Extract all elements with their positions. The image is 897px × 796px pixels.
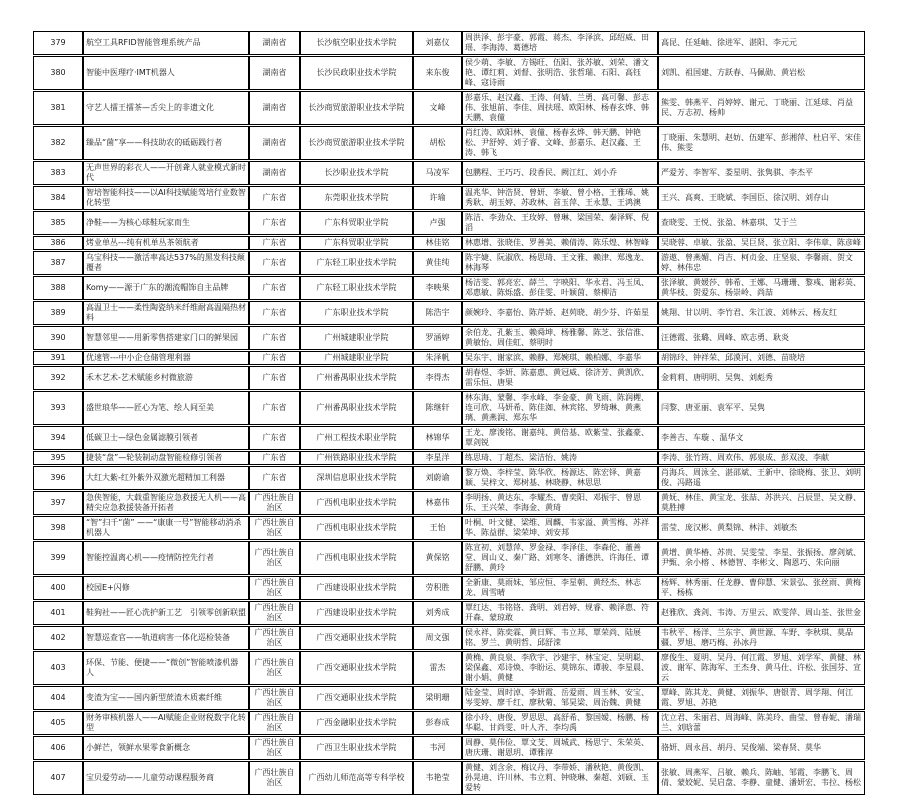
cell-name: 宝贝爱劳动——儿童劳动课程服务商 <box>83 761 249 795</box>
cell-no: 395 <box>33 451 83 465</box>
cell-name: 净鞋——为核心球鞋玩家而生 <box>83 211 249 235</box>
cell-leader: 许瑜 <box>413 186 462 210</box>
cell-leader: 来东俊 <box>413 56 462 90</box>
cell-province: 湖南省 <box>249 31 300 55</box>
cell-school: 广州工程技术职业学院 <box>300 426 413 450</box>
cell-school: 广西建设职业技术学院 <box>300 601 413 625</box>
cell-province: 广东省 <box>249 236 300 250</box>
cell-members: 林东海、蒙馨、李永峰、李金豪、黄飞雨、陈润榸、连可欣、马妍希、陈佳洳、林宾铭、罗绮琳、黄燕璃、黄燕润、郑东华 <box>462 391 658 425</box>
cell-province: 湖南省 <box>249 56 300 90</box>
cell-name: 航空工具RFID智能管理系统产品 <box>83 31 249 55</box>
table-row <box>33 301 865 325</box>
cell-members: 王龙、廖浚铭、谢嘉纯、黄倍基、欧紫莹、张鑫豪、覃剑锐 <box>462 426 658 450</box>
cell-school: 广州城建职业学院 <box>300 351 413 365</box>
cell-no: 388 <box>33 276 83 300</box>
cell-school: 长沙职业技术学院 <box>300 161 413 185</box>
cell-members: 陈洁、李劲众、王玫婷、曾琳、梁国荣、秦泽辉、倪滔 <box>462 211 658 235</box>
cell-school: 广东职业技术学院 <box>300 301 413 325</box>
cell-members: 黎万焕、李梓莹、陈华欣、杨源达、陈宏铎、黄嘉颖、吴梓文、郑树基、林晓静、林思思 <box>462 466 658 490</box>
cell-school: 东莞职业技术学院 <box>300 186 413 210</box>
cell-no: 379 <box>33 31 83 55</box>
cell-no: 381 <box>33 91 83 125</box>
cell-leader: 李映果 <box>413 276 462 300</box>
cell-school: 长沙商贸旅游职业技术学院 <box>300 126 413 160</box>
cell-province: 广东省 <box>249 451 300 465</box>
cell-members: 全新康、莫雨妹、邹应恒、李星朝、黄经杰、林志龙、周雪晴 <box>462 576 658 600</box>
table-row <box>33 736 865 760</box>
cell-members: 吴东宇、谢家滨、赖静、郑婉琪、赖柏娜、李嘉华 <box>462 351 658 365</box>
table-row <box>33 391 865 425</box>
cell-advisors: 骆妍、周永昌、胡丹、吴俊端、梁春贤、莫华 <box>658 736 865 760</box>
cell-advisors: 游遨、曾燕媚、肖吉、柯贞金、庄坚泉、李馨雨、贺文婷、林伟忠 <box>658 251 865 275</box>
cell-leader: 胡松 <box>413 126 462 160</box>
cell-name: 智慧巡查官——轨道病害一体化巡检装备 <box>83 626 249 650</box>
table-row <box>33 236 865 250</box>
table-row <box>33 56 865 90</box>
cell-members: 周静、莫伟俭、覃文芠、周城武、杨思宁、朱荣英、唐庆珊、谢恩玥、谭雅淳 <box>462 736 658 760</box>
cell-advisors: 姚翔、甘以明、李竹君、朱江波、刘林云、杨友红 <box>658 301 865 325</box>
cell-leader: 罗涵婷 <box>413 326 462 350</box>
table-row <box>33 711 865 735</box>
cell-advisors: 韦秋平、杨洋、兰东宇、黄世源、车野、李秋琪、莫品疆、罗旭、磨巧梅、孙冰丹 <box>658 626 865 650</box>
cell-name: Komy——源于广东的潮流帽饰自主品牌 <box>83 276 249 300</box>
cell-members: 黄桷、黄良泉、李欣宇、沙建宇、林宝定、吴明聪、梁保鑫、邓诗焕、李盼运、莫锦东、谭骏、李星晨、谢小娟、黄健 <box>462 651 658 685</box>
cell-members: 黄健、刘含余、梅议丹、李带娇、潘秋艳、黄俊凯、孙晃迪、许川林、韦立莉、钟晓琳、秦超、刘硕、玉爱转 <box>462 761 658 795</box>
cell-school: 广东轻工职业技术学院 <box>300 276 413 300</box>
cell-leader: 林锦华 <box>413 426 462 450</box>
table-row <box>33 251 865 275</box>
cell-members: 侯永祥、陈奕霖、黄日辉、韦立邦、覃荣尚、陆展铭、罗兰、黄明哲、邱舒溁 <box>462 626 658 650</box>
table-row <box>33 351 865 365</box>
cell-no: 398 <box>33 516 83 540</box>
cell-no: 390 <box>33 326 83 350</box>
cell-no: 387 <box>33 251 83 275</box>
cell-advisors: 金莉莉、唐明明、吴隽、刘彪秀 <box>658 366 865 390</box>
cell-members: 练思琦、丁超杰、梁洁怡、姚涛 <box>462 451 658 465</box>
cell-province: 广东省 <box>249 186 300 210</box>
cell-school: 广西金融职业技术学院 <box>300 711 413 735</box>
cell-no: 407 <box>33 761 83 795</box>
cell-leader: 黄保铭 <box>413 541 462 575</box>
cell-name: 大红大紫-红外紫外双激光超精加工利器 <box>83 466 249 490</box>
cell-leader: 刘秀成 <box>413 601 462 625</box>
table-row <box>33 366 865 390</box>
cell-advisors: 沈立君、朱丽君、周海峰、陈美玲、曲莹、曾春妮、潘瑞兰、刘晗蕾 <box>658 711 865 735</box>
cell-school: 广西机电职业技术学院 <box>300 491 413 515</box>
table-row <box>33 161 865 185</box>
cell-no: 382 <box>33 126 83 160</box>
table-row <box>33 451 865 465</box>
cell-name: 捷装“盘”—轮装制动盘智能检修引领者 <box>83 451 249 465</box>
table-row <box>33 276 865 300</box>
cell-province: 广东省 <box>249 326 300 350</box>
cell-advisors: 王兴、高爽、王晓斌、李国臣、徐汉明、刘存山 <box>658 186 865 210</box>
cell-school: 深圳信息职业技术学院 <box>300 466 413 490</box>
cell-province: 广西壮族自治区 <box>249 626 300 650</box>
cell-members: 包鹏程、王巧巧、段香民、阙江红、刘小乔 <box>462 161 658 185</box>
cell-province: 广东省 <box>249 391 300 425</box>
cell-no: 400 <box>33 576 83 600</box>
cell-name: 环保、节能、便捷——“微创”智能喷漆机器人 <box>83 651 249 685</box>
cell-members: 温兆华、钟浩贤、曾妍、李敏、曾小格、王雅琋、姚秀耿、胡玉婷、苏政林、首玉萍、王永慧、王鸿澳 <box>462 186 658 210</box>
cell-no: 392 <box>33 366 83 390</box>
cell-school: 广西机电职业技术学院 <box>300 516 413 540</box>
cell-members: 林惠增、张晓佳、罗善美、赖倩涛、陈乐煌、林智峰 <box>462 236 658 250</box>
cell-advisors: 胡锦玲、钟祥荣、邱漠河、刘德、苗晓培 <box>658 351 865 365</box>
cell-no: 394 <box>33 426 83 450</box>
cell-leader: 林佳铭 <box>413 236 462 250</box>
cell-advisors: 黄妩、林佳、黄宝龙、张喆、苏洪兴、吕辰罡、吴文静、莫胜搏 <box>658 491 865 515</box>
cell-name: 优速管---中小企仓储管理利器 <box>83 351 249 365</box>
cell-province: 湖南省 <box>249 126 300 160</box>
cell-members: 胡春煜、李妍、陈嘉惠、黄冠威、徐济芳、黄凯欣、雷乐恒、唐果 <box>462 366 658 390</box>
cell-leader: 文峰 <box>413 91 462 125</box>
cell-school: 长沙民政职业技术学院 <box>300 56 413 90</box>
cell-province: 广西壮族自治区 <box>249 491 300 515</box>
cell-school: 广西卫生职业技术学院 <box>300 736 413 760</box>
cell-members: 覃红达、韦铭铬、龚明、刘君婷、规睿、赖泽惠、符开森、蒙琼敢 <box>462 601 658 625</box>
cell-leader: 李得杰 <box>413 366 462 390</box>
table-row <box>33 326 865 350</box>
cell-leader: 劳积胜 <box>413 576 462 600</box>
table-row <box>33 651 865 685</box>
cell-members: 余伯龙、孔紫玉、赖舜坤、杨雅馨、陈芝、张信淮、黄敏怡、周佳虹、蔡明时 <box>462 326 658 350</box>
table-row <box>33 426 865 450</box>
cell-leader: 刘蔚谕 <box>413 466 462 490</box>
cell-name: 小鲜芒，领鲜水果零食新概念 <box>83 736 249 760</box>
cell-school: 广西机电职业技术学院 <box>300 541 413 575</box>
cell-leader: 黄佳纯 <box>413 251 462 275</box>
cell-members: 陆金莹、周时淖、李妍霞、岳爱雨、周玉林、安宝、岑雯婷、廖千红、廖秋菊、邹昊梁、周治魏、黄健 <box>462 686 658 710</box>
cell-leader: 刘嘉仪 <box>413 31 462 55</box>
cell-leader: 陈继轩 <box>413 391 462 425</box>
cell-advisors: 高昆、任延岫、徐进军、湛阳、李元元 <box>658 31 865 55</box>
cell-advisors: 雷莹、庞汉彬、黄梨锦、林沣、刘敏杰 <box>658 516 865 540</box>
cell-name: 智能中医理疗·IMT机器人 <box>83 56 249 90</box>
cell-members: 颜婉玲、李嘉怡、陈芹娇、赵茢晓、胡少芬、许茹星 <box>462 301 658 325</box>
cell-no: 403 <box>33 651 83 685</box>
cell-leader: 陈浩宇 <box>413 301 462 325</box>
cell-no: 380 <box>33 56 83 90</box>
cell-leader: 彭春成 <box>413 711 462 735</box>
cell-advisors: 严爱芳、李智军、娄星明、张隽骐、李杰平 <box>658 161 865 185</box>
cell-advisors: 闫黎、唐亚丽、袁军平、吴隽 <box>658 391 865 425</box>
table-row <box>33 576 865 600</box>
cell-school: 广西幼儿师范高等专科学校 <box>300 761 413 795</box>
cell-no: 385 <box>33 211 83 235</box>
cell-name: 急侠智能，大载重智能应急救援无人机——高精尖应急救援装备开拓者 <box>83 491 249 515</box>
cell-leader: 马凌军 <box>413 161 462 185</box>
cell-name: 低碳卫士—绿色金属滤膜引领者 <box>83 426 249 450</box>
table-row <box>33 211 865 235</box>
table-row <box>33 686 865 710</box>
cell-province: 广东省 <box>249 466 300 490</box>
cell-no: 399 <box>33 541 83 575</box>
cell-advisors: 赵雅欣、龚剑、韦涛、万里云、欧雯萍、周山荃、张世金 <box>658 601 865 625</box>
cell-province: 广西壮族自治区 <box>249 601 300 625</box>
cell-province: 广西壮族自治区 <box>249 651 300 685</box>
cell-advisors: 廖俊生、夏明、吴丹、何江霞、罗旭、刘学军、黄健、林波、谢军、陈海军、王杰身、黄马仕、许松、张国芬、宣云 <box>658 651 865 685</box>
cell-leader: 韦艳莹 <box>413 761 462 795</box>
cell-no: 391 <box>33 351 83 365</box>
cell-no: 406 <box>33 736 83 760</box>
cell-name: 守艺人擂王擂茶—舌尖上的非遗文化 <box>83 91 249 125</box>
cell-advisors: 李善吉、车璇 、温华文 <box>658 426 865 450</box>
cell-advisors: 杨辉、林秀丽、任龙静、曹仰慧、宋景弘、张丝雨、黄梅平、杨栋 <box>658 576 865 600</box>
cell-province: 广东省 <box>249 351 300 365</box>
cell-advisors: 查晓雯、王悦、张盈、林嘉琪、艾于兰 <box>658 211 865 235</box>
cell-members: 肖红涛、欧阳林、袁僮、杨春玄烨、韩天鹏、钟艳松、尹舒婷、刘子睿、文峰、彭嘉乐、赵汉鑫、王涛、韩飞 <box>462 126 658 160</box>
cell-name: 臻品“菌”享——科技助农的砥砺践行者 <box>83 126 249 160</box>
cell-members: 彭嘉乐、赵汉鑫、王涛、何婧、兰勇、高可馨、彭志伟、张旭前、李佳、周扶瑶、欧阳林、杨春玄烨、韩天鹏、袁僮 <box>462 91 658 125</box>
cell-province: 广西壮族自治区 <box>249 736 300 760</box>
cell-leader: 王怡 <box>413 516 462 540</box>
cell-province: 广西壮族自治区 <box>249 711 300 735</box>
cell-name: 智慧邻里——用新零售搭建家门口的鲜果园 <box>83 326 249 350</box>
cell-members: 侯少萌、李敏、方锡旺、伍阳、张苏敏、刘荣、潘文艳、谭红莉、刘督、张明浩、张哲瑞、石阳、高钰峰、寇诗雨 <box>462 56 658 90</box>
cell-province: 广东省 <box>249 366 300 390</box>
cell-advisors: 熊雯、韩燕平、肖婷婷、谢元、丁晓丽、江延球、肖益民、万志初、杨帅 <box>658 91 865 125</box>
cell-province: 广东省 <box>249 211 300 235</box>
cell-school: 广西交通职业技术学院 <box>300 651 413 685</box>
cell-leader: 梁明珊 <box>413 686 462 710</box>
cell-advisors: 刘凯、祖国建、方跃春、马佩勋、黄岩松 <box>658 56 865 90</box>
cell-name: 校园E+闪修 <box>83 576 249 600</box>
cell-school: 广州城建职业学院 <box>300 326 413 350</box>
cell-school: 广州番禺职业技术学院 <box>300 391 413 425</box>
cell-province: 广西壮族自治区 <box>249 686 300 710</box>
cell-name: 智培智能科技——以AI科技赋能驾培行业数智化转型 <box>83 186 249 210</box>
cell-province: 广西壮族自治区 <box>249 541 300 575</box>
cell-advisors: 汪德霞、张璐、周峰、欧志勇、耿炎 <box>658 326 865 350</box>
table-body <box>33 31 865 795</box>
cell-school: 广西交通职业技术学院 <box>300 626 413 650</box>
award-roster-table <box>33 30 865 796</box>
cell-province: 湖南省 <box>249 91 300 125</box>
cell-name: 鞋狗社——匠心洗护新工艺 引领零创新联盟 <box>83 601 249 625</box>
cell-no: 384 <box>33 186 83 210</box>
cell-name: 烤业单丛---纯有机单丛茶领航者 <box>83 236 249 250</box>
cell-members: 陈宣初、刘慧萍、罗金禄、李泽佳、李森伦、董善堂、周山义、秦广路、刘寒冬、潘德洪、许海任、谭舒鹏、黄玲 <box>462 541 658 575</box>
cell-no: 401 <box>33 601 83 625</box>
table-row <box>33 601 865 625</box>
cell-school: 广州铁路职业技术学院 <box>300 451 413 465</box>
cell-no: 393 <box>33 391 83 425</box>
cell-leader: 林嘉伟 <box>413 491 462 515</box>
cell-leader: 李星洋 <box>413 451 462 465</box>
cell-province: 广西壮族自治区 <box>249 761 300 795</box>
cell-school: 广东科贸职业学院 <box>300 211 413 235</box>
table-row <box>33 626 865 650</box>
cell-advisors: 肖海兵、周泳全、湛邵斌、王新中、徐晓梅、张卫、刘明俊、冯路遥 <box>658 466 865 490</box>
table-row <box>33 91 865 125</box>
cell-school: 长沙航空职业技术学院 <box>300 31 413 55</box>
cell-no: 386 <box>33 236 83 250</box>
cell-province: 广西壮族自治区 <box>249 516 300 540</box>
cell-name: 乌宝科技——激活率高达537%的黑发科技颠覆者 <box>83 251 249 275</box>
cell-advisors: 张敏、周燕军、吕敏、赖兵、陈岫、邹霞、李鹏飞、周倩、蒙姣妮、吴启盘、李静、童健、潘妍宏、韦拉、杨松 <box>658 761 865 795</box>
cell-members: 李明扬、黄达东、李耀杰、曹奕阳、邓振宇、曾恩乐、王兴荣、李海金、黄琦 <box>462 491 658 515</box>
cell-no: 389 <box>33 301 83 325</box>
cell-no: 405 <box>33 711 83 735</box>
cell-members: 叶桐、叶文健、梁维、周麟、韦家溢、黄雪梅、苏祥华、陈益群、梁荣坤、刘安邦 <box>462 516 658 540</box>
table-row <box>33 466 865 490</box>
cell-no: 396 <box>33 466 83 490</box>
cell-school: 长沙商贸旅游职业技术学院 <box>300 91 413 125</box>
cell-advisors: 黄增、黄华椿、苏贵、吴雯莹、李星、张振扬、廖剑斌、尹甄、余小榕 、林德智、李彬文、陶恩巧、朱向丽 <box>658 541 865 575</box>
cell-leader: 朱泽帆 <box>413 351 462 365</box>
cell-members: 陈宇婕、阮淑欣、杨思琦、王文雅、赖津、郑逸龙、林海琴 <box>462 251 658 275</box>
cell-advisors: 李涛、张竹筠、周欢伟、郭泉成、彭双凌、李献 <box>658 451 865 465</box>
cell-no: 383 <box>33 161 83 185</box>
table-row <box>33 31 865 55</box>
cell-name: 财务审核机器人——AI赋能企业财税数字化转型 <box>83 711 249 735</box>
cell-advisors: 覃峰、陈其龙、黄健、刘振华、唐银青、周学翔、何江霞、罗旭、苏艳 <box>658 686 865 710</box>
cell-province: 广东省 <box>249 426 300 450</box>
cell-province: 广东省 <box>249 276 300 300</box>
cell-province: 广东省 <box>249 251 300 275</box>
cell-leader: 韦河 <box>413 736 462 760</box>
cell-members: 杨洁雯、郭亮宏、薛兰、字映阳、华永君、冯玉凤、邓惠敏、陈烁盛、彭佳雯、叶颖茵、蔡柳洁 <box>462 276 658 300</box>
table-row <box>33 126 865 160</box>
cell-name: 变渣为宝——国内新型蔗渣木质素纤维 <box>83 686 249 710</box>
cell-name: 无声世界的彩衣人——开创聋人就业模式新时代 <box>83 161 249 185</box>
table-row <box>33 491 865 515</box>
cell-school: 广西建设职业技术学院 <box>300 576 413 600</box>
cell-school: 广州番禺职业技术学院 <box>300 366 413 390</box>
cell-no: 397 <box>33 491 83 515</box>
cell-leader: 雷杰 <box>413 651 462 685</box>
cell-name: 禾木艺术-艺术赋能乡村微旅游 <box>83 366 249 390</box>
cell-name: 高温卫士——柔性陶瓷纳米纤维耐高温隔热材料 <box>83 301 249 325</box>
cell-province: 广西壮族自治区 <box>249 576 300 600</box>
cell-advisors: 张泽敏、黄媛莎、韩希、王娜、马珊珊、黎彧、谢彩英、黄华枝、贺爱东、杨崇岭、尚喆 <box>658 276 865 300</box>
table-row <box>33 186 865 210</box>
cell-school: 广东科贸职业学院 <box>300 236 413 250</box>
cell-advisors: 丁晓丽、朱慧明、赵妨、伍建军、彭湘萍、杜启平、宋佳伟、熊雯 <box>658 126 865 160</box>
cell-leader: 卢强 <box>413 211 462 235</box>
cell-school: 广东轻工职业技术学院 <box>300 251 413 275</box>
cell-province: 湖南省 <box>249 161 300 185</box>
cell-no: 402 <box>33 626 83 650</box>
cell-leader: 周文强 <box>413 626 462 650</box>
table-row <box>33 761 865 795</box>
cell-no: 404 <box>33 686 83 710</box>
table-row <box>33 516 865 540</box>
cell-advisors: 吴晓蓉、卓敏、张盈、吴巨贤、张立阳、李伟章、陈彦峰 <box>658 236 865 250</box>
cell-province: 广东省 <box>249 301 300 325</box>
cell-name: 智能控温离心机——疫情防控先行者 <box>83 541 249 575</box>
cell-name: “智”扫千“菌” ——“康康一号”智能移动消杀机器人 <box>83 516 249 540</box>
cell-members: 周洪泽、彭宇豪、郭霞、蒋杰、李泽滨、邱绍威、田瑶、李海涛、葛德培 <box>462 31 658 55</box>
cell-name: 盛世琅华——匠心为笔、绘人间至美 <box>83 391 249 425</box>
table-row <box>33 541 865 575</box>
cell-school: 广西交通职业技术学院 <box>300 686 413 710</box>
cell-members: 徐小玲、唐俊、罗思思、高舒希、黎国嫒、杨鹏、杨华聪、甘尚雯、叶人齐、李均禹 <box>462 711 658 735</box>
